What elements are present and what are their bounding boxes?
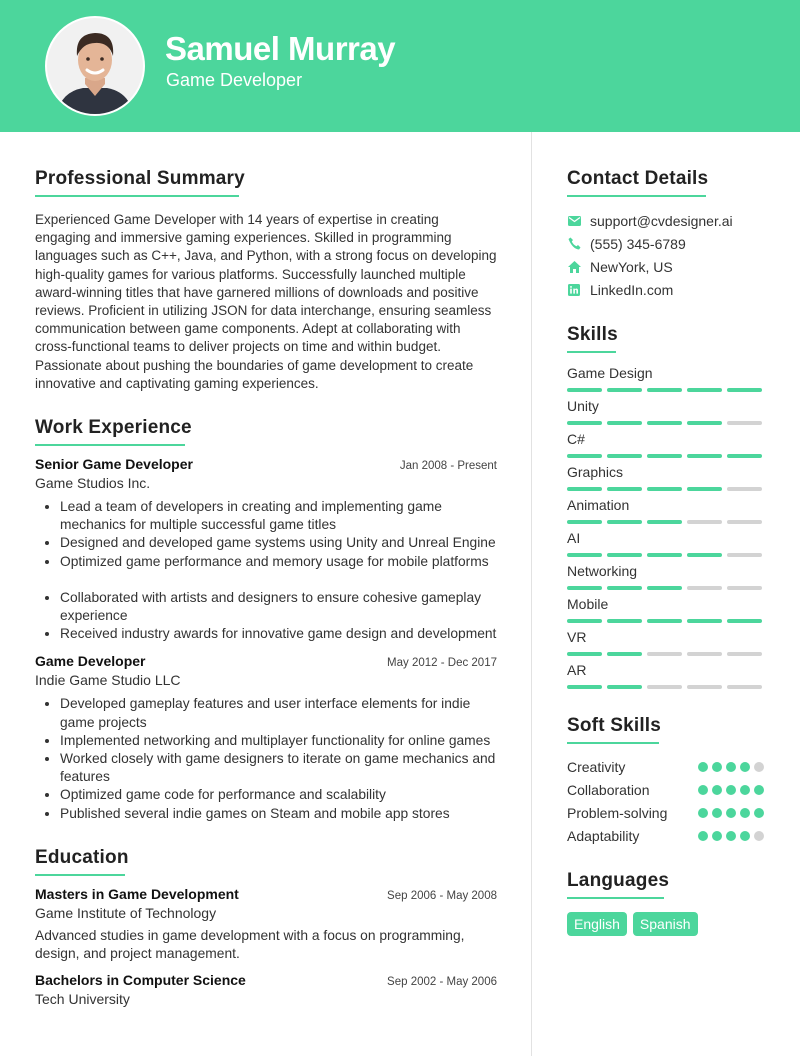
skill-level-bar <box>567 388 767 392</box>
school-name: Tech University <box>35 991 130 1008</box>
skill-level-segment <box>727 421 762 425</box>
skill-level-segment <box>607 619 642 623</box>
list-item: • Received industry awards for innovative game design and development <box>60 625 497 643</box>
skill-level-bar <box>567 652 767 656</box>
contact-phone[interactable]: (555) 345-6789 <box>567 232 767 255</box>
rating-dot <box>754 762 764 772</box>
rating-dot <box>712 808 722 818</box>
skill-name: AR <box>567 662 587 678</box>
soft-skill-item <box>567 801 767 824</box>
skill-level-segment <box>647 388 682 392</box>
skill-item <box>567 497 767 530</box>
summary-heading: Professional Summary <box>35 168 245 197</box>
skill-item <box>567 431 767 464</box>
list-item: • Worked closely with game designers to iterate on game mechanics and features <box>60 750 497 786</box>
profile-photo <box>45 16 145 116</box>
skill-level-segment <box>727 520 762 524</box>
contact-email[interactable]: support@cvdesigner.ai <box>567 209 767 232</box>
envelope-icon <box>567 214 581 228</box>
rating-dot <box>726 762 736 772</box>
job-company: Indie Game Studio LLC <box>35 672 181 689</box>
skills-heading: Skills <box>567 324 618 353</box>
skill-level-bar <box>567 487 767 491</box>
soft-skill-item <box>567 755 767 778</box>
skill-level-segment <box>727 487 762 491</box>
skill-level-segment <box>727 388 762 392</box>
skill-level-segment <box>607 487 642 491</box>
summary-section <box>35 168 497 393</box>
list-item: • Implemented networking and multiplayer functionality for online games <box>60 732 497 750</box>
list-item: • Developed gameplay features and user interface elements for indie game projects <box>60 695 497 731</box>
soft-skill-name: Creativity <box>567 758 626 775</box>
skill-level-segment <box>727 652 762 656</box>
skill-level-segment <box>607 652 642 656</box>
skill-name: Game Design <box>567 365 653 381</box>
soft-skill-item <box>567 824 767 847</box>
skill-name: VR <box>567 629 587 645</box>
education-entry <box>35 972 497 1007</box>
skill-level-segment <box>567 454 602 458</box>
contact-heading: Contact Details <box>567 168 708 197</box>
job-entry <box>35 456 497 643</box>
skill-name: Graphics <box>567 464 624 480</box>
skill-name: Animation <box>567 497 630 513</box>
home-icon <box>567 260 581 274</box>
rating-dot <box>712 785 722 795</box>
soft-skill-name: Collaboration <box>567 781 650 798</box>
resume-header <box>0 0 800 132</box>
skills-list <box>567 365 767 695</box>
job-bullets <box>35 498 497 571</box>
list-item: • Published several indie games on Steam and mobile app stores <box>60 805 497 823</box>
languages-section <box>567 870 767 936</box>
skill-level-segment <box>727 685 762 689</box>
skill-item <box>567 464 767 497</box>
side-column <box>567 132 767 936</box>
rating-dot <box>740 808 750 818</box>
skill-level-segment <box>647 553 682 557</box>
language-tag: Spanish <box>633 912 698 936</box>
list-item: • Optimized game code for performance and scalability <box>60 786 497 804</box>
phone-icon <box>567 237 581 251</box>
rating-dot <box>698 808 708 818</box>
skill-level-segment <box>567 652 602 656</box>
soft-skills-heading: Soft Skills <box>567 715 661 744</box>
rating-dot <box>712 762 722 772</box>
skill-name: Unity <box>567 398 599 414</box>
skills-section <box>567 324 767 695</box>
list-item: • Lead a team of developers in creating and implementing game mechanics for multiple successful game titles <box>60 498 497 534</box>
list-item: • Designed and developed game systems using Unity and Unreal Engine <box>60 534 497 552</box>
skill-level-segment <box>647 652 682 656</box>
education-heading: Education <box>35 847 129 876</box>
skill-level-bar <box>567 586 767 590</box>
soft-skill-name: Problem-solving <box>567 804 668 821</box>
skill-level-segment <box>607 520 642 524</box>
skill-level-bar <box>567 553 767 557</box>
skill-level-segment <box>727 454 762 458</box>
skill-item <box>567 629 767 662</box>
skill-level-segment <box>647 619 682 623</box>
soft-skills-list <box>567 755 767 847</box>
rating-dot <box>740 831 750 841</box>
experience-heading: Work Experience <box>35 417 192 446</box>
candidate-name: Samuel Murray <box>165 30 396 67</box>
soft-skill-rating <box>698 808 764 818</box>
skill-level-segment <box>647 454 682 458</box>
skill-level-segment <box>607 685 642 689</box>
language-tag: English <box>567 912 627 936</box>
skill-level-segment <box>567 520 602 524</box>
language-tags <box>567 912 767 936</box>
skill-level-segment <box>687 388 722 392</box>
job-bullets <box>35 589 497 644</box>
skill-level-segment <box>567 487 602 491</box>
skill-level-segment <box>567 553 602 557</box>
rating-dot <box>740 762 750 772</box>
skill-name: Mobile <box>567 596 609 612</box>
skill-level-segment <box>687 619 722 623</box>
job-title: Senior Game Developer <box>35 456 193 473</box>
skill-level-segment <box>647 421 682 425</box>
job-date: May 2012 - Dec 2017 <box>387 657 497 670</box>
skill-level-segment <box>687 685 722 689</box>
education-date: Sep 2006 - May 2008 <box>387 889 497 902</box>
education-entry <box>35 886 497 963</box>
job-company: Game Studios Inc. <box>35 475 151 492</box>
skill-level-segment <box>567 421 602 425</box>
skill-level-segment <box>687 454 722 458</box>
skill-level-bar <box>567 685 767 689</box>
contact-section <box>567 168 767 301</box>
skill-level-segment <box>607 454 642 458</box>
soft-skill-name: Adaptability <box>567 827 640 844</box>
skill-level-segment <box>607 586 642 590</box>
job-entry <box>35 653 497 822</box>
soft-skill-rating <box>698 831 764 841</box>
linkedin-icon <box>567 283 581 297</box>
skill-level-bar <box>567 454 767 458</box>
rating-dot <box>698 831 708 841</box>
job-bullets <box>35 695 497 822</box>
skill-level-segment <box>727 619 762 623</box>
rating-dot <box>726 808 736 818</box>
skill-level-segment <box>607 553 642 557</box>
experience-section <box>35 417 497 823</box>
rating-dot <box>754 785 764 795</box>
soft-skill-rating <box>698 762 764 772</box>
rating-dot <box>698 762 708 772</box>
skill-level-segment <box>687 487 722 491</box>
soft-skill-rating <box>698 785 764 795</box>
languages-heading: Languages <box>567 870 669 899</box>
skill-item <box>567 662 767 695</box>
skill-level-segment <box>687 553 722 557</box>
skill-level-segment <box>687 520 722 524</box>
skill-item <box>567 530 767 563</box>
skill-level-segment <box>687 652 722 656</box>
skill-level-segment <box>647 685 682 689</box>
skill-item <box>567 365 767 398</box>
column-divider <box>531 132 532 1056</box>
rating-dot <box>726 785 736 795</box>
skill-level-segment <box>727 553 762 557</box>
degree-title: Masters in Game Development <box>35 885 239 902</box>
skill-level-segment <box>567 619 602 623</box>
rating-dot <box>712 831 722 841</box>
rating-dot <box>740 785 750 795</box>
summary-text: Experienced Game Developer with 14 years of expertise in creating engaging and immersive gaming experiences. Skilled in programming languages such as C++, Java, and Python, with a strong focus on developing high-quality games for various platforms. Successfully launched multiple award-winning titles that have garnered millions of downloads and positive reviews. Proficient in utilizing JSON for data interchange, ensuring seamless communication between game components. Adept at collaborating with cross-functional teams to deliver projects on time and within budget. Passionate about pushing the boundaries of game development to create innovative and captivating gaming experiences. <box>35 212 497 391</box>
soft-skills-section <box>567 715 767 847</box>
contact-linkedin[interactable]: LinkedIn.com <box>567 278 767 301</box>
skill-level-segment <box>647 487 682 491</box>
skill-name: Networking <box>567 563 638 579</box>
job-title: Game Developer <box>35 653 146 670</box>
education-date: Sep 2002 - May 2006 <box>387 976 497 989</box>
education-section <box>35 847 497 1007</box>
candidate-role: Game Developer <box>166 70 303 90</box>
main-column <box>35 132 497 1007</box>
rating-dot <box>754 808 764 818</box>
skill-level-bar <box>567 421 767 425</box>
skill-level-segment <box>647 586 682 590</box>
skill-name: C# <box>567 431 585 447</box>
skill-item <box>567 596 767 629</box>
skill-level-segment <box>567 388 602 392</box>
skill-level-segment <box>607 388 642 392</box>
skill-level-segment <box>687 586 722 590</box>
school-name: Game Institute of Technology <box>35 904 217 921</box>
job-date: Jan 2008 - Present <box>399 460 497 473</box>
skill-item <box>567 563 767 596</box>
rating-dot <box>754 831 764 841</box>
degree-title: Bachelors in Computer Science <box>35 972 246 989</box>
skill-level-segment <box>567 586 602 590</box>
list-item: • Collaborated with artists and designers to ensure cohesive gameplay experience <box>60 589 497 625</box>
education-description: Advanced studies in game development with a focus on programming, design, and project management. <box>35 927 465 962</box>
list-item: • Optimized game performance and memory usage for mobile platforms <box>60 553 497 571</box>
rating-dot <box>726 831 736 841</box>
rating-dot <box>698 785 708 795</box>
skill-level-segment <box>607 421 642 425</box>
contact-location: NewYork, US <box>567 255 767 278</box>
soft-skill-item <box>567 778 767 801</box>
skill-level-segment <box>727 586 762 590</box>
skill-level-segment <box>687 421 722 425</box>
skill-level-segment <box>647 520 682 524</box>
skill-level-segment <box>567 685 602 689</box>
skill-level-bar <box>567 619 767 623</box>
skill-level-bar <box>567 520 767 524</box>
skill-item <box>567 398 767 431</box>
skill-name: AI <box>567 530 581 546</box>
